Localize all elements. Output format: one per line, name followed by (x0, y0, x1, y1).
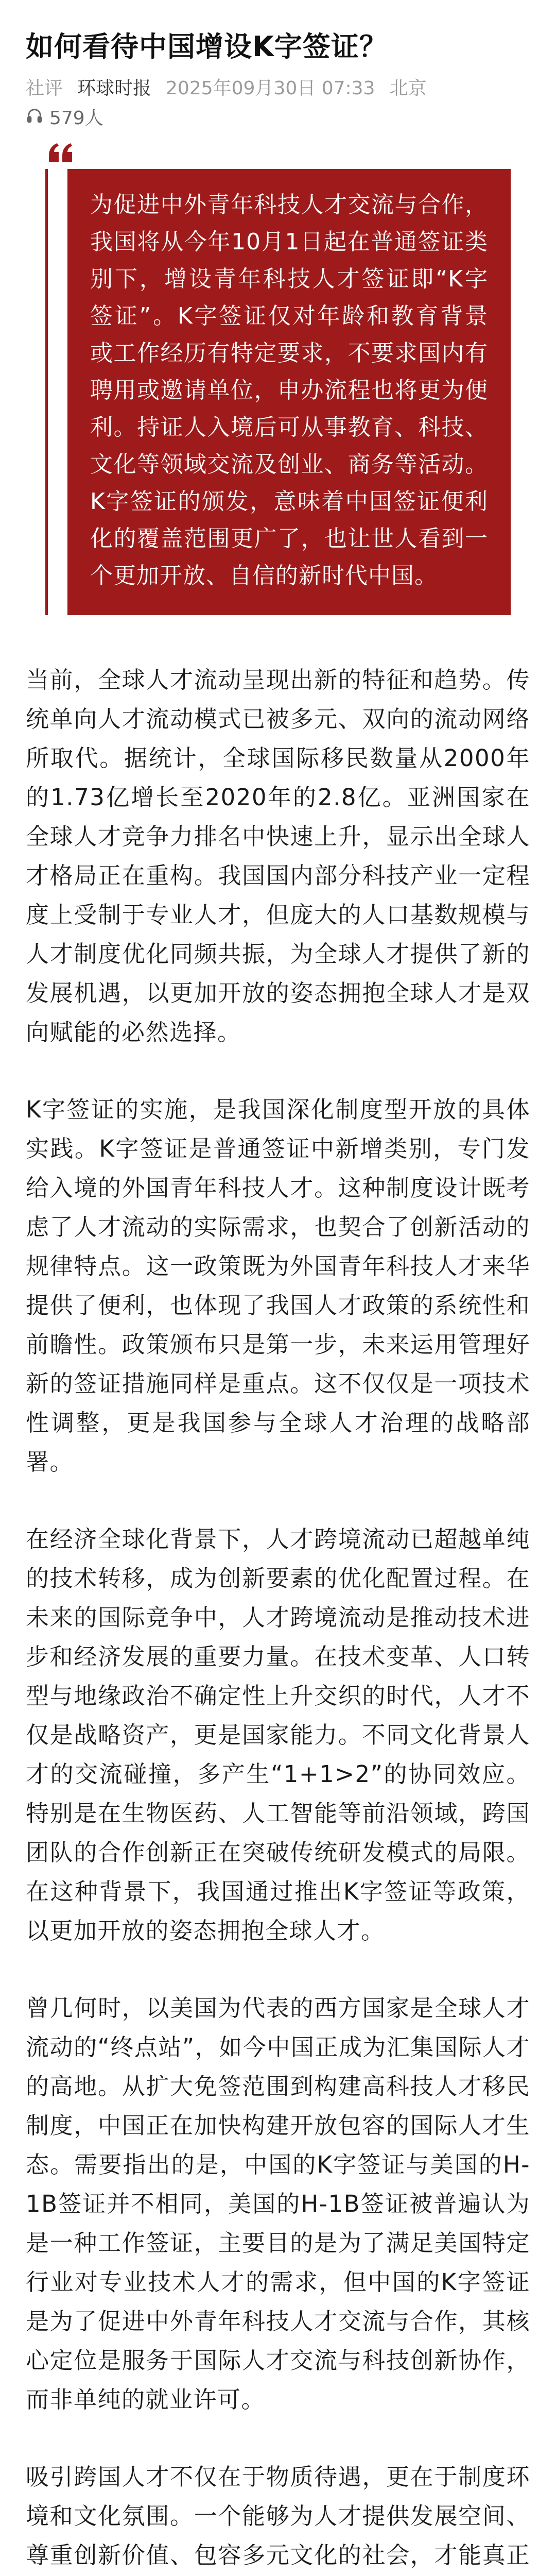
body-paragraph: 曾几何时，以美国为代表的西方国家是全球人才流动的“终点站”，如今中国正成为汇集国际人才的高地。从扩大免签范围到构建高科技人才移民制度，中国正在加快构建开放包容的国际人才生态。需要指出的是，中国的K字签证与美国的H-1B签证并不相同，美国的H-1B签证被普遍认为是一种工作签证，主要目的是为了满足美国特定行业对专业技术人才的需求，但中国的K字签证是为了促进中外青年科技人才交流与合作，其核心定位是服务于国际人才交流与科技创新协作，而非单纯的就业许可。 (26, 1994, 530, 2413)
headphones-icon (26, 106, 49, 131)
body-paragraph: 当前，全球人才流动呈现出新的特征和趋势。传统单向人才流动模式已被多元、双向的流动网络所取代。据统计，全球国际移民数量从2000年的1.73亿增长至2020年的2.8亿。亚洲国家在全球人才竞争力排名中快速上升，显示出全球人才格局正在重构。我国国内部分科技产业一定程度上受制于专业人才，但庞大的人口基数规模与人才制度优化同频共振，为全球人才提供了新的发展机遇，以更加开放的姿态拥抱全球人才是双向赋能的必然选择。 (26, 666, 530, 1046)
article-location: 北京 (389, 78, 427, 99)
quote-mark-icon (46, 138, 77, 169)
listen-indicator[interactable] (26, 106, 530, 131)
body-paragraph: K字签证的实施，是我国深化制度型开放的具体实践。K字签证是普通签证中新增类别，专门发给入境的外国青年科技人才。这种制度设计既考虑了人才流动的实际需求，也契合了创新活动的规律特点。这一政策既为外国青年科技人才来华提供了便利，也体现了我国人才政策的系统性和前瞻性。政策颁布只是第一步，未来运用管理好新的签证措施同样是重点。这不仅仅是一项技术性调整，更是我国参与全球人才治理的战略部署。 (26, 1096, 530, 1476)
summary-block (45, 169, 511, 615)
body-paragraph: 在经济全球化背景下，人才跨境流动已超越单纯的技术转移，成为创新要素的优化配置过程。在未来的国际竞争中，人才跨境流动是推动技术进步和经济发展的重要力量。在技术变革、人口转型与地缘政治不确定性上升交织的时代，人才不仅是战略资产，更是国家能力。不同文化背景人才的交流碰撞，多产生“1+1>2”的协同效应。特别是在生物医药、人工智能等前沿领域，跨国团队的合作创新正在突破传统研发模式的局限。在这种背景下，我国通过推出K字签证等政策，以更加开放的姿态拥抱全球人才。 (26, 1526, 530, 1944)
summary-text: 为促进中外青年科技人才交流与合作，我国将从今年10月1日起在普通签证类别下，增设青年科技人才签证即“K字签证”。K字签证仅对年龄和教育背景或工作经历有特定要求，不要求国内有聘用或邀请单位，申办流程也将更为便利。持证人入境后可从事教育、科技、文化等领域交流及创业、商务等活动。K字签证的颁发，意味着中国签证便利化的覆盖范围更广了，也让世人看到一个更加开放、自信的新时代中国。 (67, 169, 511, 615)
body-paragraph: 吸引跨国人才不仅在于物质待遇，更在于制度环境和文化氛围。一个能够为人才提供发展空间、尊重创新价值、包容多元文化的社会，才能真正 (26, 2463, 530, 2569)
article-source[interactable]: 环球时报 (77, 78, 152, 99)
article-title: 如何看待中国增设K字签证？ (26, 30, 388, 63)
article-datetime: 2025年09月30日 07:33 (166, 78, 375, 99)
listen-count: 579人 (49, 108, 103, 129)
article-meta (26, 76, 530, 101)
article-category[interactable]: 社评 (26, 78, 63, 99)
